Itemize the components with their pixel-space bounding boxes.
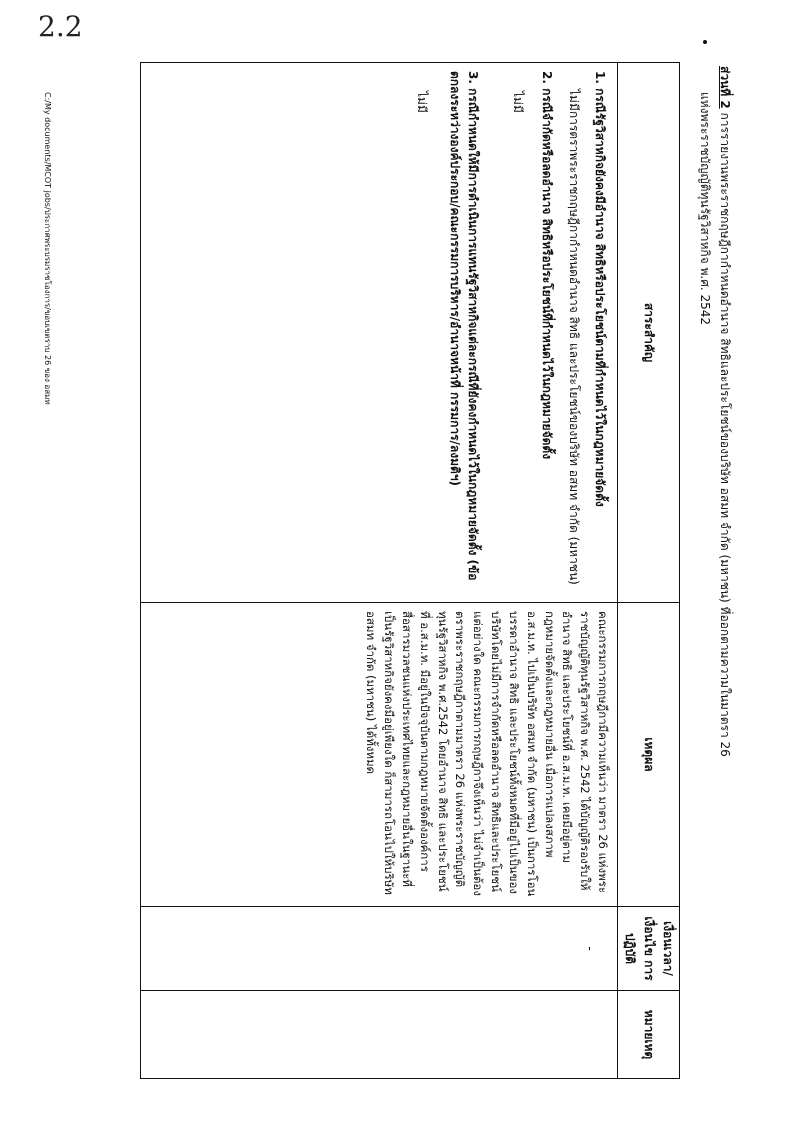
page-number: 2.2 <box>38 10 83 43</box>
reason-cell <box>141 603 618 907</box>
heading-title: การรายงานพระราชกฤษฎีกากำหนดอำนาจ สิทธิและประโยชน์ของบริษัท อสมท จำกัด (มหาชน) ที่ออกตามความในมาตรา 26 <box>718 112 732 757</box>
note-cell <box>141 991 618 1079</box>
rotated-document-sheet <box>140 62 740 1078</box>
item-1-body: ไม่มีการตราพระราชกฤษฎีกากำหนดอำนาจ สิทธิ และประโยชน์ของบริษัท อสมท จำกัด (มหาชน) <box>567 89 582 585</box>
document-heading <box>686 62 740 1078</box>
item-1-title: 1. กรณีรัฐวิสาหกิจยังคงมีอำนาจ สิทธิหรือประโยชน์ตามที่กำหนดไว้ในกฎหมายจัดตั้ง <box>593 71 607 507</box>
file-path-text: C:/My documents/MCOT jobs/ประกาศพระบรมราชโองการ/ขอบเขตราบ 26 ของ อสมท <box>43 92 52 405</box>
reason-text: คณะกรรมการกฤษฎีกามีความเห็นว่า มาตรา 26 แห่งพระราชบัญญัติทุนรัฐวิสาหกิจ พ.ศ. 2542 ได้บัญญัติรองรับให้อำนาจ สิทธิ และประโยชน์ที่ อ.ส.ม.ท. เคยมีอยู่ตามกฎหมายจัดตั้งและกฎหมายอื่น เมื่อการแปลงสภาพ อ.ส.ม.ท. ไปเป็นบริษัท อสมท จำกัด (มหาชน) เป็นการโอนบรรดาอำนาจ สิทธิ และประโยชน์ทั้งหมดที่มีอยู่ไปเป็นของบริษัทโดยไม่มีการจำกัดหรือลดอำนาจ สิทธิและประโยชน์แต่อย่างใด คณะกรรมการกฤษฎีกาจึงเห็นว่า ไม่จำเป็นต้องตราพระราชกฤษฎีกาตามมาตรา 26 แห่งพระราชบัญญัติทุนรัฐวิสาหกิจ พ.ศ.2542 โดยอำนาจ สิทธิ และประโยชน์ที่ อ.ส.ม.ท. มีอยู่ในปัจจุบันตามกฎหมายจัดตั้งองค์การสื่อสารมวลชนแห่งประเทศไทยและกฎหมายอื่นในฐานะที่เป็นรัฐวิสาหกิจยังคงมีอยู่เพียงใด ก็สามารถโอนไปให้บริษัท อสมท จำกัด (มหาชน) ได้ทั้งหมด <box>364 611 610 897</box>
header-period: เงื่อนเวลา/เงื่อนไข การปฏิบัติ <box>618 907 680 991</box>
scan-dot-mark <box>703 40 707 44</box>
item-2-title: 2. กรณีจำกัดหรือลดอำนาจ สิทธิหรือประโยชน์ที่กำหนดไว้ในกฎหมายจัดตั้ง <box>540 71 555 460</box>
gist-cell <box>141 63 618 603</box>
header-note: หมายเหตุ <box>618 991 680 1079</box>
table-header-row <box>618 63 680 1079</box>
heading-line-1 <box>715 66 734 757</box>
item-3-body: ไม่มี <box>415 91 430 113</box>
header-gist: สาระสำคัญ <box>618 63 680 603</box>
header-reason: เหตุผล <box>618 603 680 907</box>
table-body-row <box>141 63 618 1079</box>
heading-line-2: แห่งพระราชบัญญัติทุนรัฐวิสาหกิจ พ.ศ. 2542 <box>698 92 712 326</box>
item-2-body: ไม่มี <box>511 91 526 113</box>
item-3-title: 3. กรณีกำหนดให้มีการดำเนินการแทนรัฐวิสาหกิจแต่ละกรณีที่ยังคงกำหนดไว้ในกฎหมายจัดตั้ง (ข้อตกลงระหว่างองค์ประกอบ/คณะกรรมการบริหาร/อำนาจหน้าที่ กรรมการ/ลงมติฯ) <box>447 71 481 581</box>
section-label: ส่วนที่ 2 <box>718 66 732 109</box>
file-path-footer <box>42 92 54 652</box>
report-table <box>140 62 680 1079</box>
period-value: - <box>583 946 597 951</box>
period-cell <box>141 907 618 991</box>
